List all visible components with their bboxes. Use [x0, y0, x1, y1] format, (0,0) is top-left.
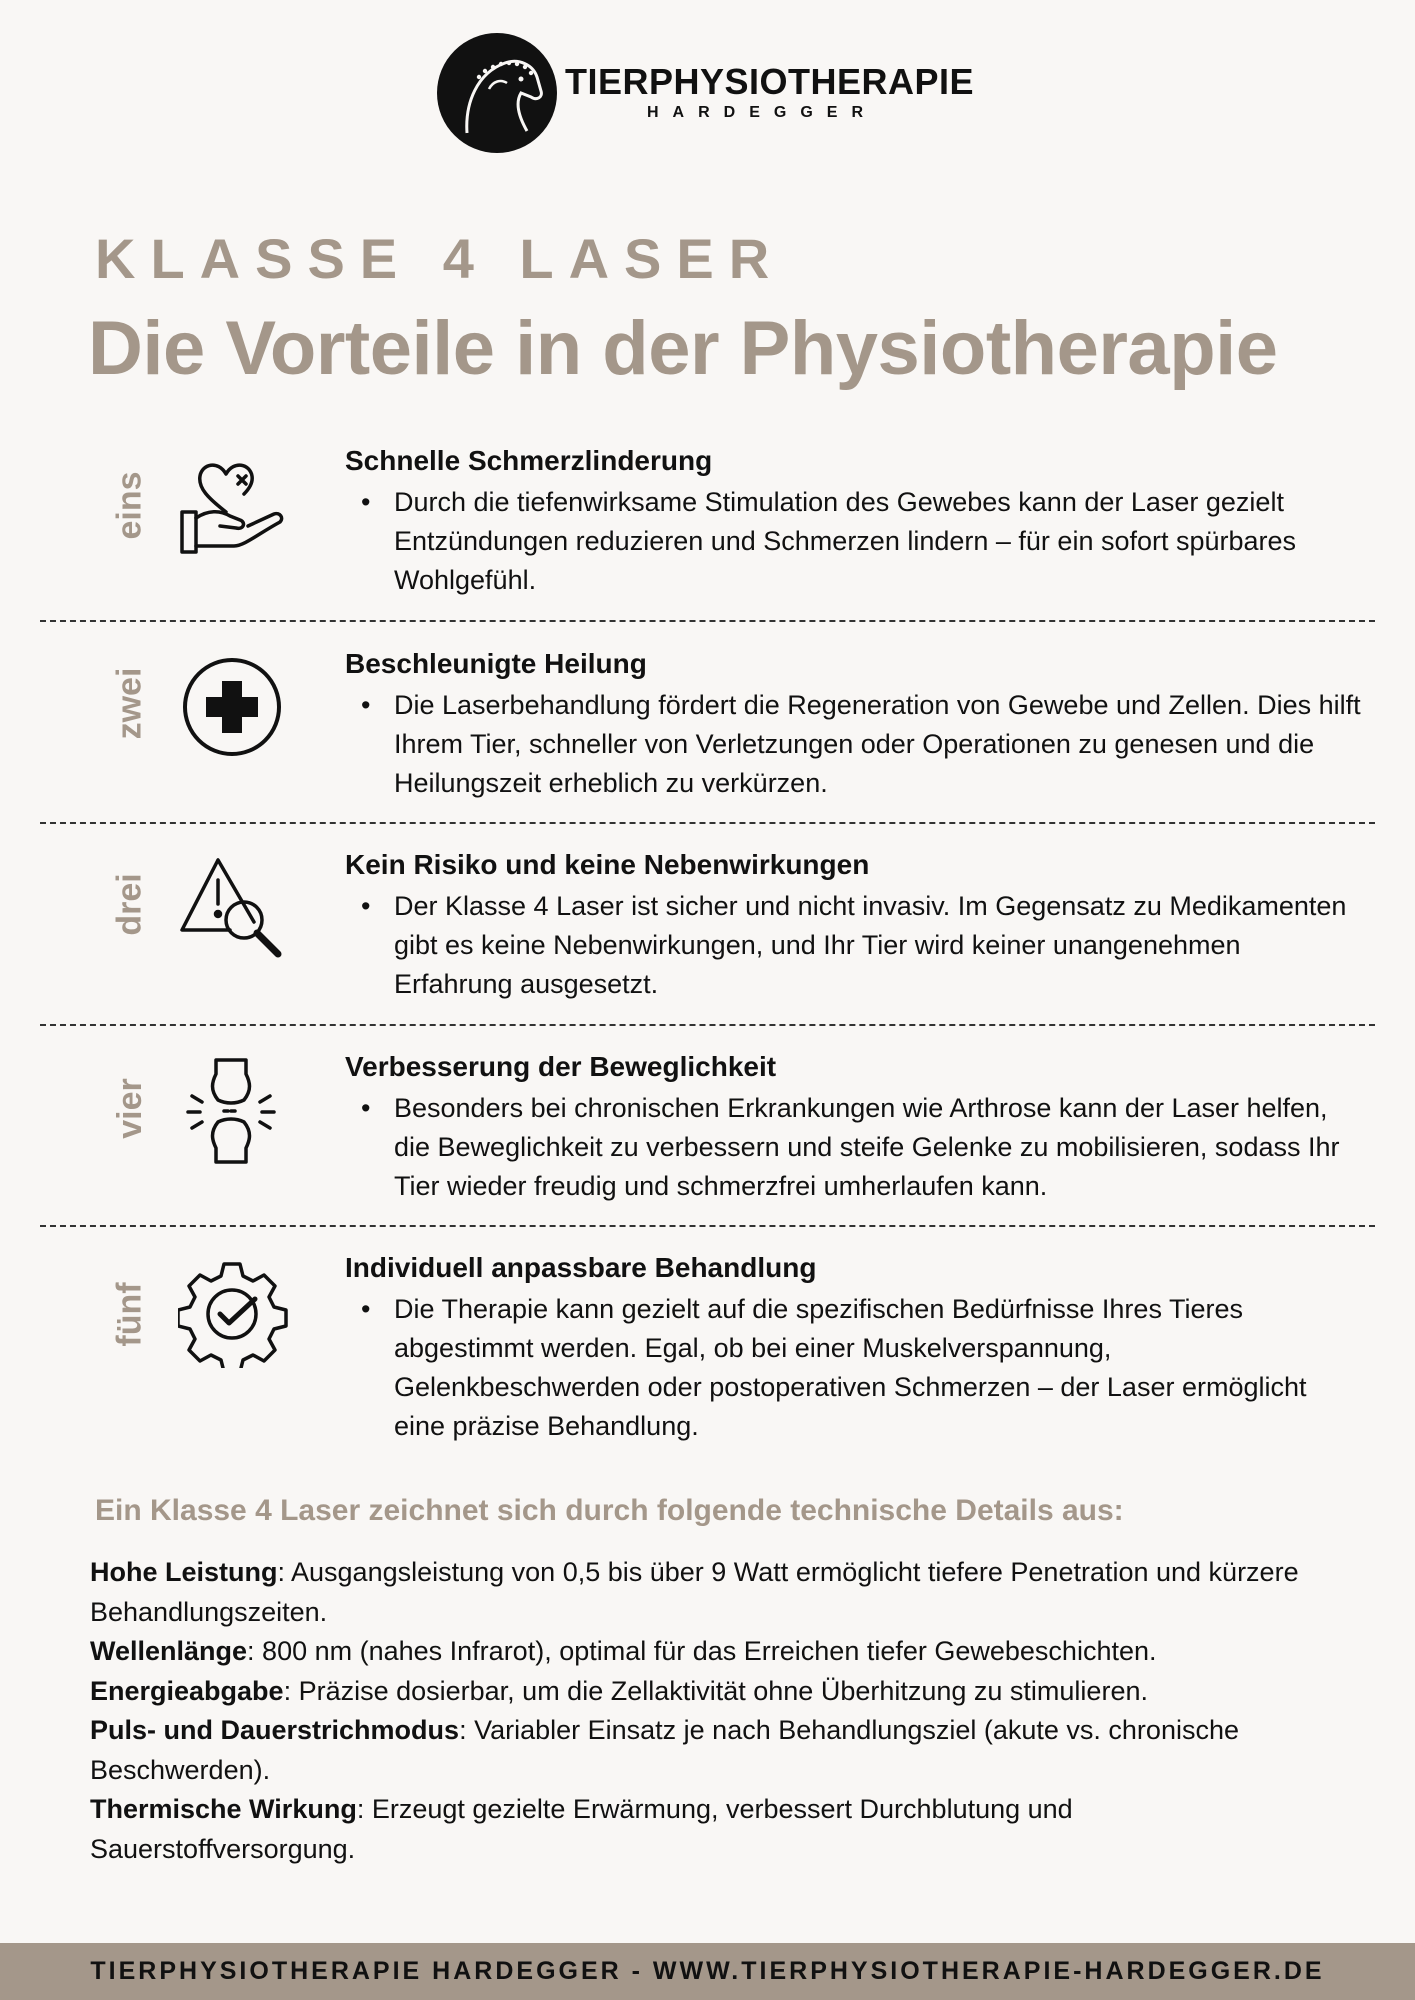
item-text: • Der Klasse 4 Laser ist sicher und nicht invasiv. Im Gegensatz zu Medikamenten gibt es keine Nebenwirkungen, und Ihr Tier wird keiner unangenehmen Erfahrung ausgesetzt.	[394, 887, 1364, 1004]
brand-subname: HARDEGGER	[647, 104, 878, 121]
item-title: Verbesserung der Beweglichkeit	[345, 1051, 777, 1082]
dashed-divider	[40, 1024, 1375, 1026]
brand-logo	[437, 33, 974, 153]
tech-detail: Energieabgabe: Präzise dosierbar, um die Zellaktivität ohne Überhitzung zu stimulieren.	[90, 1675, 1148, 1706]
heart-hand-icon	[178, 450, 288, 560]
gear-check-icon	[178, 1258, 288, 1368]
item-text: • Die Therapie kann gezielt auf die spezifischen Bedürfnisse Ihres Tieres abgestimmt werden. Egal, ob bei einer Muskelverspannung, Gelenkbeschwerden oder postoperativen Schmerzen – der Laser ermöglicht eine präzise Behandlung.	[394, 1290, 1364, 1446]
item-text: • Die Laserbehandlung fördert die Regeneration von Gewebe und Zellen. Dies hilft Ihrem Tier, schneller von Verletzungen oder Operationen zu genesen und die Heilungszeit erheblich zu verkürzen.	[394, 686, 1364, 803]
page-title: Die Vorteile in der Physiotherapie	[88, 306, 1278, 391]
tech-detail: Wellenlänge: 800 nm (nahes Infrarot), optimal für das Erreichen tiefer Gewebeschichten.	[90, 1636, 1157, 1666]
dashed-divider	[40, 620, 1375, 622]
brand-name: TIERPHYSIOTHERAPIE	[565, 61, 975, 102]
item-number: drei	[110, 872, 149, 936]
item-number: eins	[110, 470, 149, 540]
tech-details	[90, 1553, 1340, 1869]
footer-bar	[0, 1943, 1415, 2000]
item-number: zwei	[110, 667, 149, 739]
dashed-divider	[40, 822, 1375, 824]
tech-detail: Hohe Leistung: Ausgangsleistung von 0,5 bis über 9 Watt ermöglicht tiefere Penetration und kürzere Behandlungszeiten.	[90, 1557, 1299, 1627]
medical-cross-icon	[178, 653, 288, 763]
item-number: vier	[110, 1078, 149, 1139]
footer-text: TIERPHYSIOTHERAPIE HARDEGGER - WWW.TIERPHYSIOTHERAPIE-HARDEGGER.DE	[90, 1957, 1325, 1985]
item-title: Individuell anpassbare Behandlung	[345, 1252, 817, 1283]
item-number: fünf	[110, 1282, 149, 1347]
item-title: Kein Risiko und keine Nebenwirkungen	[345, 849, 870, 880]
horse-logo-icon	[437, 33, 557, 153]
item-text: • Durch die tiefenwirksame Stimulation des Gewebes kann der Laser gezielt Entzündungen reduzieren und Schmerzen lindern – für ein sofort spürbares Wohlgefühl.	[394, 483, 1364, 600]
item-text: • Besonders bei chronischen Erkrankungen wie Arthrose kann der Laser helfen, die Beweglichkeit zu verbessern und steife Gelenke zu mobilisieren, sodass Ihr Tier wieder freudig und schmerzfrei umherlaufen kann.	[394, 1089, 1364, 1206]
tech-detail: Thermische Wirkung: Erzeugt gezielte Erwärmung, verbessert Durchblutung und Sauerstoffversorgung.	[90, 1794, 1073, 1864]
tech-heading: Ein Klasse 4 Laser zeichnet sich durch folgende technische Details aus:	[95, 1494, 1124, 1527]
page-kicker: KLASSE 4 LASER	[95, 227, 785, 290]
tech-detail: Puls- und Dauerstrichmodus: Variabler Einsatz je nach Behandlungsziel (akute vs. chronische Beschwerden).	[90, 1715, 1239, 1785]
dashed-divider	[40, 1225, 1375, 1227]
item-title: Schnelle Schmerzlinderung	[345, 445, 713, 476]
knee-joint-icon	[178, 1056, 288, 1166]
item-title: Beschleunigte Heilung	[345, 648, 647, 679]
warning-magnifier-icon	[178, 854, 288, 964]
